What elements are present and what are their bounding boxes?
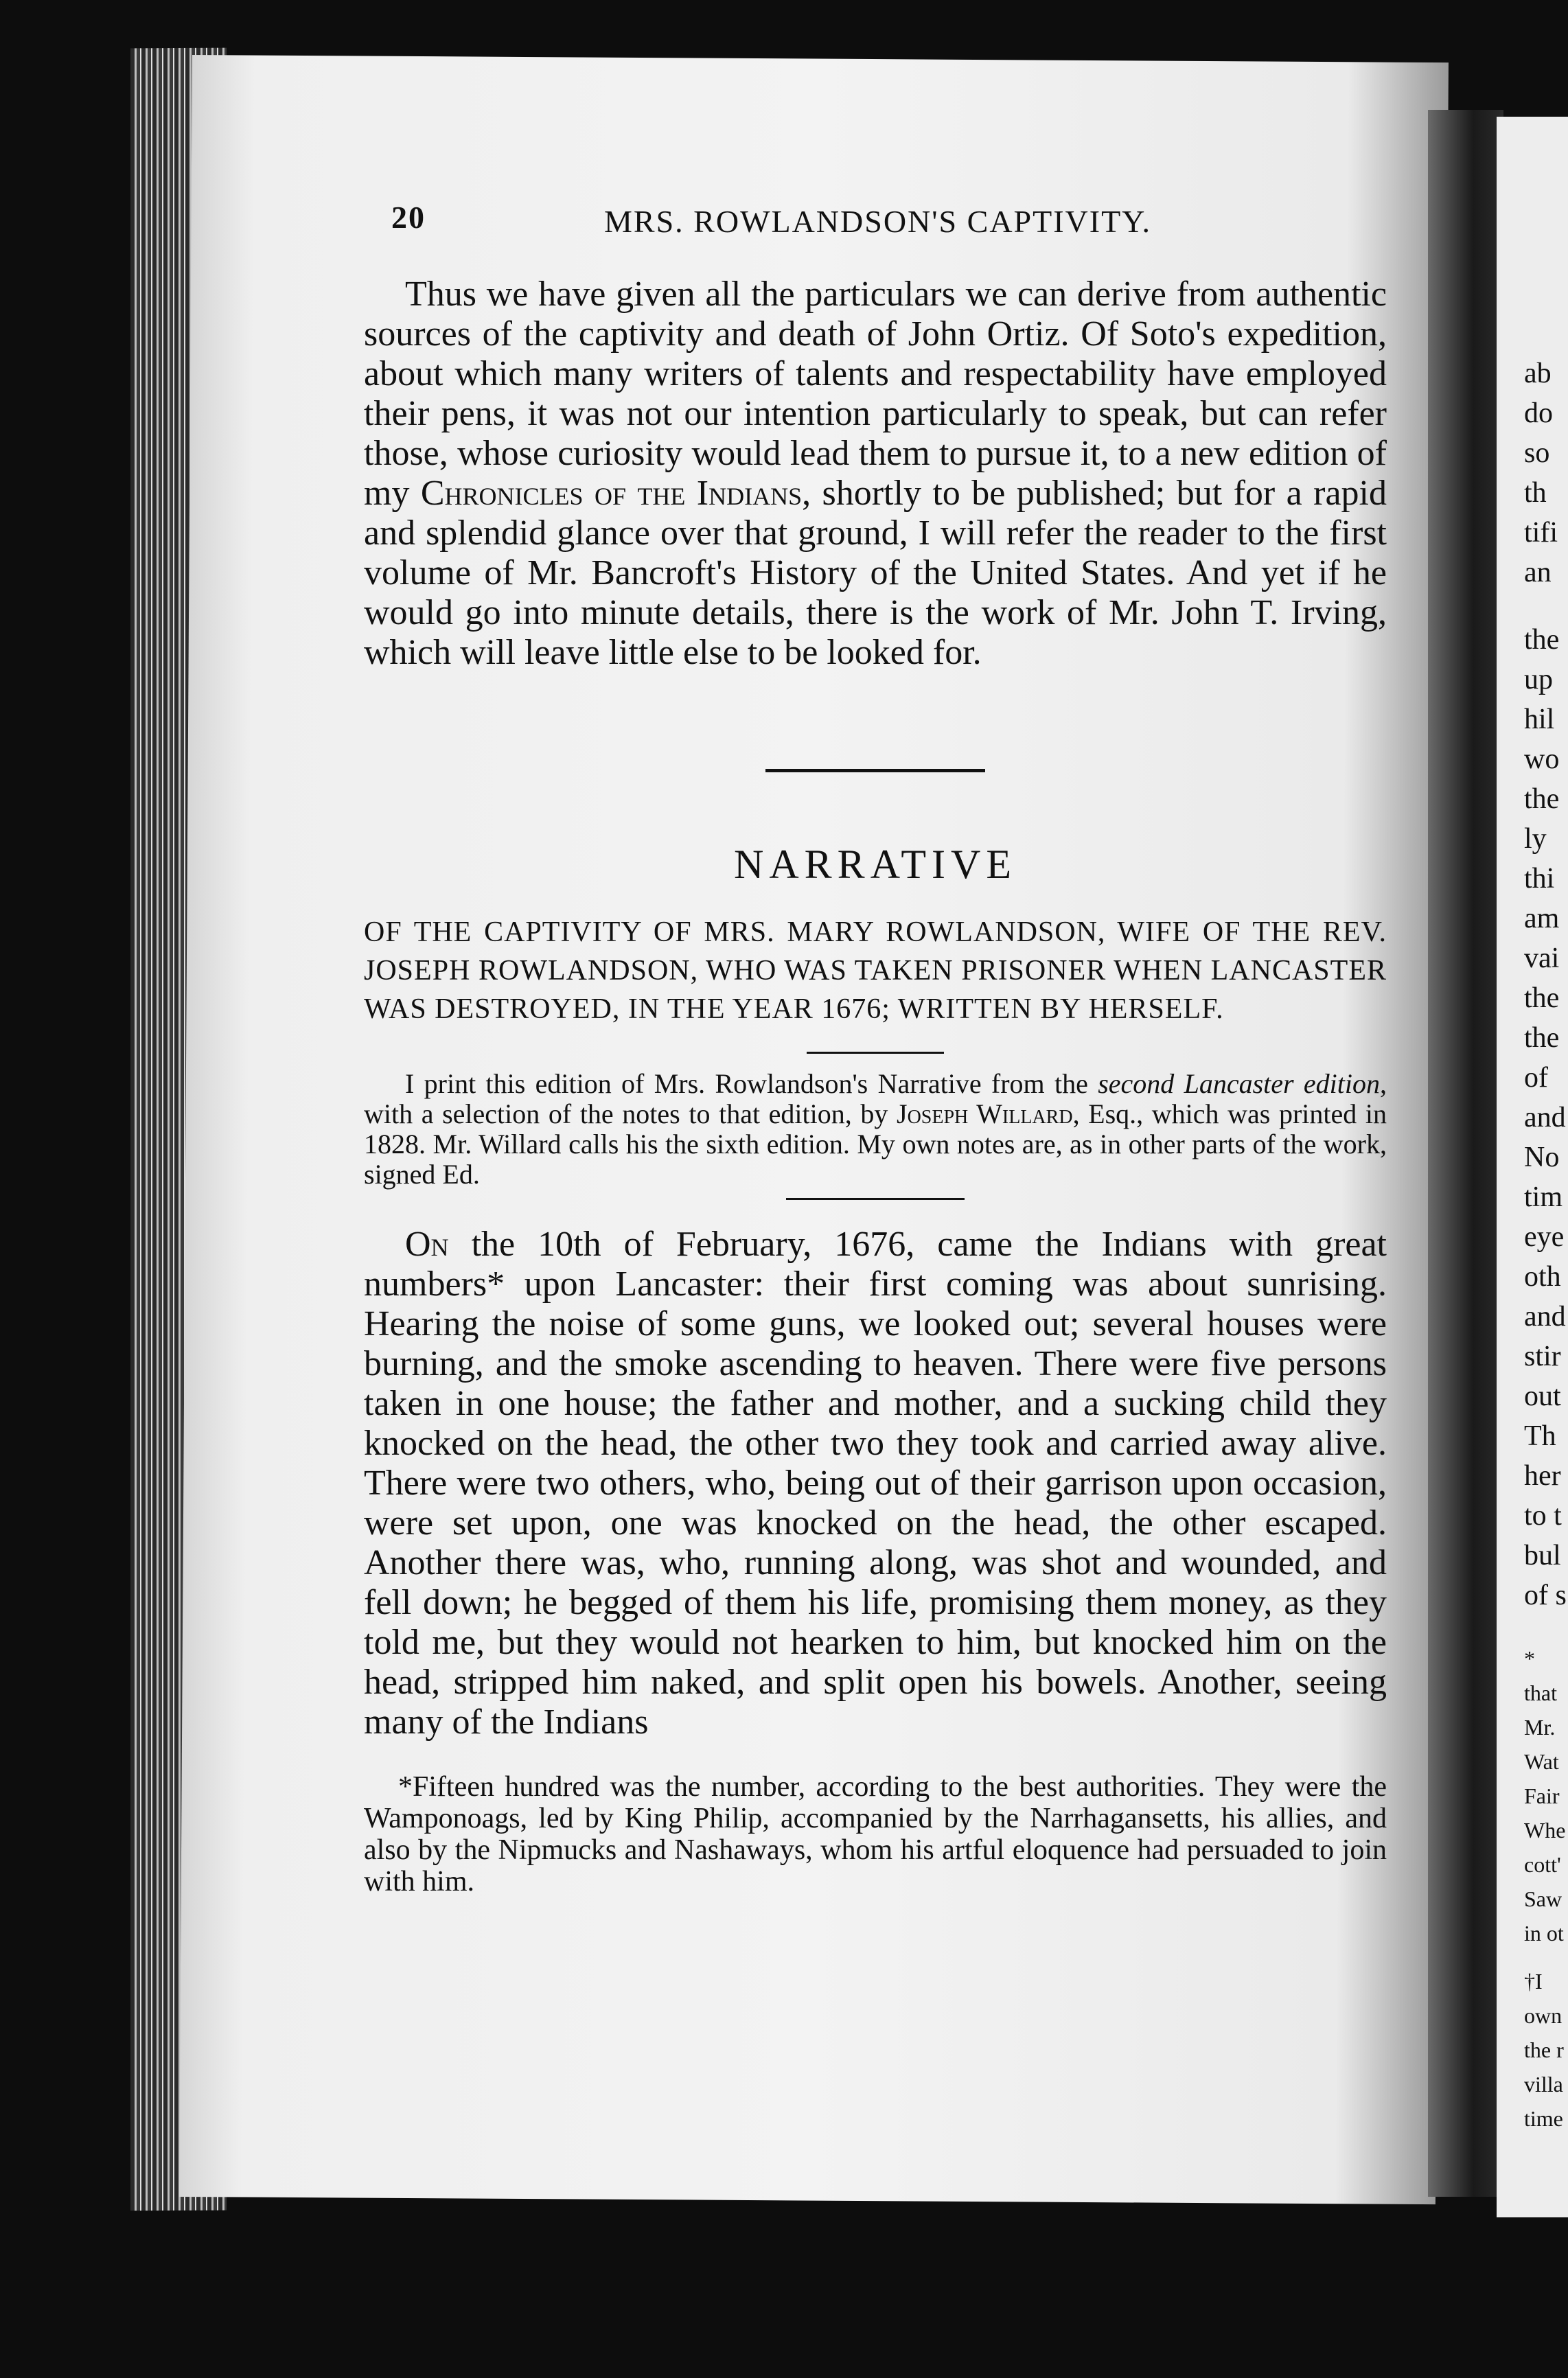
footnote: *Fifteen hundred was the number, according to the best authorities. They were the Wamponoags, led by King Philip, accompanied by the Narrhagansetts, his allies, and also by the Nipmucks and Nashaways, whom his artful eloquence had persuaded to join with him. [364,1771,1387,1897]
adjacent-page-fragment: and [1524,1301,1566,1332]
narrative-title: NARRATIVE [734,842,1017,887]
adjacent-page-fragment: of [1524,1062,1548,1094]
author-name: Joseph Willard [897,1098,1073,1129]
adjacent-page-fragment: bul [1524,1540,1561,1571]
adjacent-page-fragment: Th [1524,1420,1556,1452]
adjacent-page-fragment: do [1524,397,1553,429]
adjacent-page-fragment: No [1524,1142,1560,1173]
narrative-subtitle: OF THE CAPTIVITY OF MRS. MARY ROWLANDSON, WIFE OF THE REV. JOSEPH ROWLANDSON, WHO WAS TAKEN PRISONER WHEN LANCASTER WAS DESTROYED, IN THE YEAR 1676; WRITTEN BY HERSELF. [364,916,1387,1025]
adjacent-page-fragment: time [1524,2106,1563,2131]
adjacent-page-fragment: vai [1524,943,1560,974]
adjacent-page-fragment: her [1524,1460,1561,1492]
adjacent-page-fragment: Whe [1524,1818,1566,1843]
adjacent-page-fragment: ly [1524,823,1547,855]
adjacent-page-fragment: Saw [1524,1886,1563,1911]
adjacent-page-fragment: tifi [1524,517,1558,549]
adjacent-page-fragment: the [1524,783,1560,815]
adjacent-page-fragment: up [1524,664,1553,695]
adjacent-page-fragment: cott' [1524,1852,1561,1877]
adjacent-page-fragment: that [1524,1681,1557,1705]
adjacent-page-fragment: in ot [1524,1921,1564,1946]
adjacent-page-fragment: * [1524,1646,1535,1671]
adjacent-page-fragment: wo [1524,743,1560,775]
adjacent-page-fragment: hil [1524,704,1555,735]
adjacent-page-fragment: so [1524,437,1550,469]
adjacent-page-fragment: oth [1524,1261,1561,1293]
page-header [364,199,1387,254]
adjacent-page-fragment: villa [1524,2072,1563,2097]
subtitle-divider [807,1052,944,1054]
adjacent-page-fragment: thi [1524,863,1555,894]
adjacent-page-fragment: th [1524,477,1547,509]
adjacent-page-fragment: the [1524,624,1560,656]
adjacent-page-fragment: †I [1524,1969,1543,1994]
adjacent-page-fragment: of s [1524,1580,1567,1611]
adjacent-page-fragment: tim [1524,1181,1563,1213]
note-divider [786,1198,965,1200]
adjacent-page-fragment: own [1524,2003,1563,2028]
adjacent-page [1497,117,1568,2217]
book-title-chronicles: Chronicles of the Indians [420,474,803,513]
adjacent-page-fragment: eye [1524,1221,1565,1253]
adjacent-page-fragment: stir [1524,1341,1561,1372]
adjacent-page-fragment: the [1524,1022,1560,1054]
page-number: 20 [391,200,426,235]
adjacent-page-fragment: and [1524,1102,1566,1133]
page-content [364,199,1387,1897]
adjacent-page-fragment: to t [1524,1500,1562,1532]
opening-word: On [405,1225,449,1264]
edition-name: second Lancaster edition [1098,1068,1381,1099]
adjacent-page-fragment: ab [1524,358,1552,389]
adjacent-page-fragment: an [1524,557,1552,588]
running-title: MRS. ROWLANDSON'S CAPTIVITY. [604,204,1151,239]
editor-note: I print this edition of Mrs. Rowlandson's Narrative from the second Lancaster edition, with a selection of the notes to that edition, by Joseph Willard, Esq., which was printed in 1828. Mr. Willard calls his the sixth edition. My own notes are, as in other parts of the work, signed Ed. [364,1068,1387,1190]
adjacent-page-fragment: the [1524,982,1560,1014]
adjacent-page-fragment: am [1524,903,1560,934]
narrative-opening-paragraph: On the 10th of February, 1676, came the Indians with great numbers* upon Lancaster: their first coming was about sunrising. Hearing the noise of some guns, we looked out; several houses were burning, and the smoke ascending to heaven. There were five persons taken in one house; the father and mother, and a sucking child they knocked on the head, the other two they took and carried away alive. There were two others, who, being out of their garrison upon occasion, were set upon, one was knocked on the head, the other escaped. Another there was, who, running along, was shot and wounded, and fell down; he begged of them his life, promising them money, as they told me, but they would not hearken to him, but knocked him on the head, stripped him naked, and split open his bowels. Another, seeing many of the Indians [364,1225,1387,1742]
adjacent-page-fragment: the r [1524,2038,1564,2062]
gutter-shadow [1428,110,1503,2197]
adjacent-page-fragment: Mr. [1524,1715,1556,1740]
adjacent-page-fragment: Wat [1524,1749,1559,1774]
section-divider [765,769,985,772]
adjacent-page-fragment: Fair [1524,1783,1560,1808]
adjacent-page-fragment: out [1524,1381,1561,1412]
intro-paragraph: Thus we have given all the particulars we can derive from authentic sources of the captivity and death of John Ortiz. Of Soto's expedition, about which many writers of talents and respectability have employed their pens, it was not our intention particularly to speak, but can refer those, whose curiosity would lead them to pursue it, to a new edition of my Chronicles of the Indians, shortly to be published; but for a rapid and splendid glance over that ground, I will refer the reader to the first volume of Mr. Bancroft's History of the United States. And yet if he would go into minute details, there is the work of Mr. John T. Irving, which will leave little else to be looked for. [364,275,1387,672]
